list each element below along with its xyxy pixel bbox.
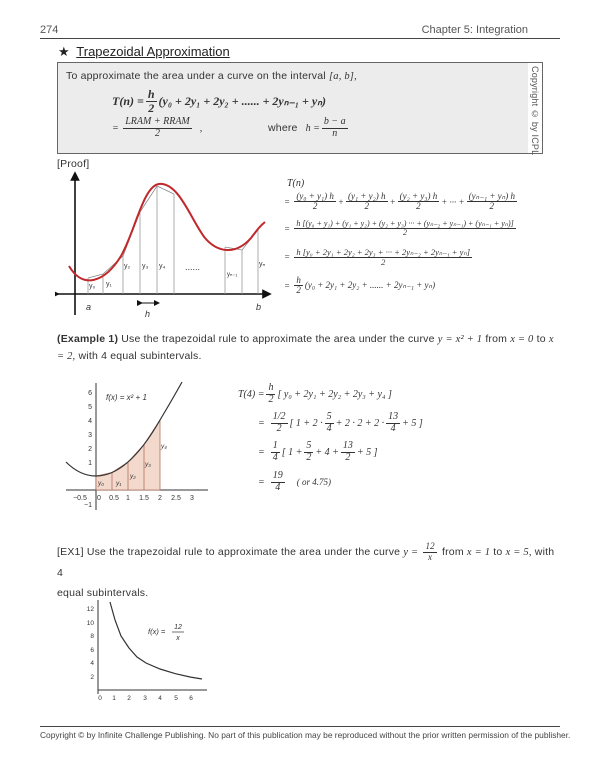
ex1g2-ytick-4: 4 xyxy=(90,660,94,667)
sol-s2-f1n: 5 xyxy=(326,411,332,422)
ex1-text-a: Use the trapezoidal rule to approximate the area under the curve xyxy=(86,546,401,558)
ex1g2-xtick-4: 4 xyxy=(158,695,162,702)
ex1-rest-b: equal subintervals. xyxy=(57,587,149,599)
star-icon: ★ xyxy=(58,44,70,59)
p1-f3-num: (y₂ + y₃) h xyxy=(399,191,438,201)
proof-Tn: T(n) xyxy=(287,178,305,189)
p3-den: 2 xyxy=(381,256,386,267)
ex1g-xtick-1: 1 xyxy=(126,495,130,502)
label-y4: y₄ xyxy=(159,263,166,270)
ex1g2-xtick-0: 0 xyxy=(98,695,102,702)
ex1-from: from xyxy=(441,546,464,558)
ex1g-xtick-25: 2.5 xyxy=(171,495,181,502)
ex1g2-ytick-10: 10 xyxy=(86,620,94,627)
example1-label: (Example 1) xyxy=(57,333,119,345)
label-yn1: yₙ₋₁ xyxy=(227,272,238,278)
ex1-rest-a: with 4 xyxy=(57,546,555,579)
ex1-to: to xyxy=(493,546,503,558)
ex1g2-ytick-12: 12 xyxy=(86,606,94,613)
where-label: where xyxy=(268,122,298,134)
p2-den: 2 xyxy=(403,228,408,238)
sol-step4 xyxy=(258,471,331,493)
copyright-side: Copyright © by ICPL xyxy=(530,66,540,156)
p1-f2-num: (y₁ + y₂) h xyxy=(347,191,386,201)
h-den: n xyxy=(332,127,338,139)
formula-body: (y₀ + 2y₁ + 2y₂ + ...... + 2yₙ₋₁ + yₙ) xyxy=(158,93,326,108)
example1-from: from xyxy=(485,333,508,345)
ex1g-xtick-3: 3 xyxy=(190,495,194,502)
example1-text-a: Use the trapezoidal rule to approximate the area under the curve xyxy=(121,333,435,345)
ex1g2-ytick-6: 6 xyxy=(90,647,94,654)
ex1g-ytick-3: 3 xyxy=(88,432,92,439)
ex1-curve-den: x xyxy=(428,551,433,562)
ex1g-y0: y₀ xyxy=(98,480,104,487)
ex1g2-xtick-1: 1 xyxy=(112,695,116,702)
p1-f4-den: 2 xyxy=(489,201,495,212)
h-num: b − a xyxy=(323,116,346,127)
sol-s2-a: [ 1 + 2 · xyxy=(289,417,323,429)
sol-s2-den: 2 xyxy=(276,422,282,434)
ex1g-y1: y₁ xyxy=(116,480,122,487)
example1-x0: x = 0 xyxy=(510,334,534,345)
ex1g2-ytick-8: 8 xyxy=(90,633,94,640)
p2-num: h [(y₀ + y₁) + (y₁ + y₂) + (y₂ + y₃) ··· + (yₙ₋₂ + yₙ₋₁) + (yₙ₋₁ + yₙ)] xyxy=(296,219,514,228)
formula-h: h xyxy=(147,87,155,101)
lram-den: 2 xyxy=(155,127,160,139)
trap-formula xyxy=(112,88,326,114)
box-intro-text: To approximate the area under a curve on the interval xyxy=(66,70,326,82)
example1-curve: y = x² + 1 xyxy=(437,334,483,345)
sol-s2-f2n: 13 xyxy=(388,411,399,422)
sol-s3-b: + 4 + xyxy=(315,446,339,458)
ex1-curve-num: 12 xyxy=(425,541,435,552)
sol-step1 xyxy=(238,383,392,405)
formula-2: 2 xyxy=(148,100,155,115)
ex1g-func-label: f(x) = x² + 1 xyxy=(106,393,147,402)
example1-x2: x = 2, xyxy=(57,334,554,362)
sol-step3 xyxy=(258,441,378,463)
p4-h: h xyxy=(296,275,301,285)
sol-s1-body: [ y₀ + 2y₁ + 2y₂ + 2y₃ + y₄ ] xyxy=(277,388,392,400)
ex1g2-xtick-3: 3 xyxy=(143,695,147,702)
proof-line4: = $\frac{h}{2}$ (y₀ + 2y₁ + 2y₂ + ...... + 2yₙ₋₁ + yₙ) xyxy=(284,275,436,296)
sol-s2-b: + 2 · 2 + 2 · xyxy=(335,417,385,429)
label-dots: ...... xyxy=(185,262,201,272)
header-rule xyxy=(40,38,560,39)
ex1g-ytick-neg1: −1 xyxy=(84,502,92,509)
sol-s3-den: 4 xyxy=(272,451,278,463)
ex1g2-func-num: 12 xyxy=(174,624,182,631)
section-title: Trapezoidal Approximation xyxy=(76,44,230,59)
label-yn: yₙ xyxy=(259,261,266,268)
ex1g-ytick-2: 2 xyxy=(88,446,92,453)
ex1g-ytick-6: 6 xyxy=(88,390,92,397)
sol-s4-den: 4 xyxy=(275,481,281,493)
ex1g2-curve xyxy=(110,602,202,679)
sol-s4-num: 19 xyxy=(272,470,283,481)
p1-dots: + ··· + xyxy=(441,196,465,207)
ex1g2-func-den: x xyxy=(176,635,180,642)
h-def-lhs: h = xyxy=(305,122,320,134)
ex1-graph xyxy=(82,598,212,708)
sol-s3-f1d: 2 xyxy=(306,451,312,463)
ex1g-y3: y₃ xyxy=(145,461,151,468)
formula-lhs: T(n) = xyxy=(112,93,144,108)
ex1g2-xtick-5: 5 xyxy=(174,695,178,702)
box-intro xyxy=(66,70,357,82)
p3-num: h [y₀ + 2y₁ + 2y₂ + 2y₃ + ··· + 2yₙ₋₂ + 2yₙ₋₁ + yₙ] xyxy=(296,247,471,257)
ex1-text xyxy=(57,542,562,603)
box-interval: [a, b], xyxy=(328,71,357,82)
h-definition xyxy=(268,117,350,139)
label-y3: y₃ xyxy=(142,263,149,270)
page-number: 274 xyxy=(40,24,59,36)
sol-s3-f2n: 13 xyxy=(342,440,353,451)
lram-formula: = $\frac{\text{LRAM + RRAM}}{2}$ , xyxy=(112,116,203,139)
label-y0: y₀ xyxy=(89,283,96,290)
proof-graph xyxy=(55,170,275,320)
lram-num: LRAM + RRAM xyxy=(125,116,190,127)
sol-s2-f1d: 4 xyxy=(326,422,332,434)
label-a: a xyxy=(86,302,92,312)
label-b: b xyxy=(256,302,262,312)
p1-f3-den: 2 xyxy=(416,201,421,212)
p1-f2-den: 2 xyxy=(364,201,370,212)
ex1g-y4: y₄ xyxy=(161,443,167,450)
sol-s3-a: [ 1 + xyxy=(281,446,303,458)
ex1g-xtick-2: 2 xyxy=(158,495,162,502)
sol-s2-f2d: 4 xyxy=(390,422,396,434)
proof-line1: = $\frac{\text{(y₀ + y₁) h}}{2}$ + $\frac{\text{(y₁ + y₂) h}}{2}$ + $\frac{\text{(y₂ + y₃) h}}{2}$ + ··· + $\frac{\text{(yₙ₋₁ + yₙ) h}}{2}$ xyxy=(284,191,515,212)
ex1g-y2: y₂ xyxy=(130,473,136,480)
p4-body: (y₀ + 2y₁ + 2y₂ + ...... + 2yₙ₋₁ + yₙ) xyxy=(304,280,436,291)
sol-step2 xyxy=(258,412,423,434)
ex1-label: [EX1] xyxy=(57,546,84,558)
ex1g-xtick-05: 0.5 xyxy=(109,495,119,502)
label-y2: y₂ xyxy=(124,263,131,270)
footer-rule xyxy=(40,726,560,727)
sol-lhs: T(4) = xyxy=(238,388,265,400)
ex1-x1: x = 1 xyxy=(466,547,491,558)
ex1g-ytick-4: 4 xyxy=(88,418,92,425)
p1-f1-num: (y₀ + y₁) h xyxy=(296,191,334,201)
sol-s3-f2d: 2 xyxy=(345,451,351,463)
sol-s2-c: + 5 ] xyxy=(402,417,423,429)
label-y1: y₁ xyxy=(106,281,112,288)
ex1g2-xtick-2: 2 xyxy=(127,695,131,702)
section-heading xyxy=(58,44,230,60)
sol-s2-num: 1/2 xyxy=(272,411,286,422)
example1-rest: with 4 equal subintervals. xyxy=(78,350,202,362)
sol-s3-f1n: 5 xyxy=(306,440,312,451)
ex1g-xtick-15: 1.5 xyxy=(139,495,149,502)
ex1g2-ytick-2: 2 xyxy=(90,674,94,681)
sol-s2-eq: = xyxy=(258,417,265,429)
p1-f1-den: 2 xyxy=(312,201,318,212)
sol-s3-num: 1 xyxy=(272,440,278,451)
sol-s1-h: h xyxy=(268,382,274,393)
ex1g-ytick-1: 1 xyxy=(88,460,92,467)
example1-graph xyxy=(58,378,218,518)
p4-den: 2 xyxy=(296,285,301,296)
sol-s4-note: ( or 4.75) xyxy=(296,477,331,487)
label-h: h xyxy=(145,309,151,319)
ex1g-xtick-0: 0 xyxy=(97,495,101,502)
proof-curve xyxy=(69,184,265,280)
ex1g2-func-lhs: f(x) = xyxy=(148,627,166,636)
ex1-x5: x = 5, xyxy=(505,547,532,558)
chapter-title: Chapter 5: Integration xyxy=(421,24,528,36)
p1-f4-num: (yₙ₋₁ + yₙ) h xyxy=(468,191,515,201)
footer-copyright: Copyright © by Infinite Challenge Publishing. No part of this publication may be reproduced without the prior written permission of the publisher. xyxy=(40,730,571,740)
ex1-curve-lhs: y = xyxy=(403,547,419,558)
ex1g-xtick-neg05: −0.5 xyxy=(73,495,87,502)
ex1g-ytick-5: 5 xyxy=(88,404,92,411)
sol-s4-eq: = xyxy=(258,476,265,488)
proof-line2: = h [(y₀ + y₁) + (y₁ + y₂) + (y₂ + y₃) ··· + (yₙ₋₂ + yₙ₋₁) + (yₙ₋₁ + yₙ)] 2 xyxy=(284,219,514,238)
example1-to: to xyxy=(536,333,546,345)
example1-text xyxy=(57,331,557,365)
sol-s3-c: + 5 ] xyxy=(356,446,378,458)
sol-s1-2: 2 xyxy=(268,393,274,405)
ex1g2-xtick-6: 6 xyxy=(189,695,193,702)
proof-line3: = $\frac{\text{h [y₀ + 2y₁ + 2y₂ + 2y₃ + ··· + 2yₙ₋₂ + 2yₙ₋₁ + yₙ]}}{2}$ xyxy=(284,247,471,267)
proof-label: [Proof] xyxy=(57,158,90,170)
sol-s3-eq: = xyxy=(258,446,265,458)
